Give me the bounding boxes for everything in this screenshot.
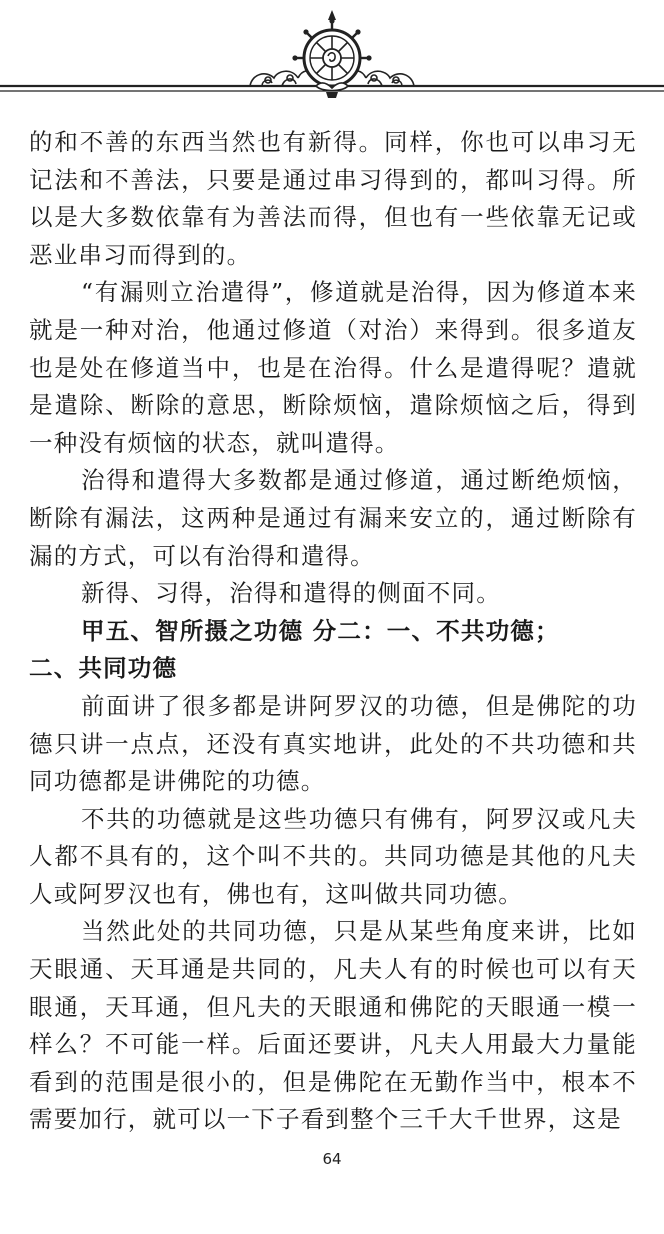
paragraph-continued: 的和不善的东西当然也有新得。同样，你也可以串习无记法和不善法，只要是通过串习得到的，都叫习得。所以是大多数依靠有为善法而得，但也有一些依靠无记或恶业串习而得到的。 [29,128,637,269]
paragraph-summary: 新得、习得，治得和遣得的侧面不同。 [81,579,501,608]
section-heading-line2: 二、共同功德 [29,654,178,683]
right-cloud-ornament [350,71,414,86]
dharma-wheel [292,10,371,98]
paragraph-intro: 前面讲了很多都是讲阿罗汉的功德，但是佛陀的功德只讲一点点，还没有真实地讲，此处的不共功德和共同功德都是讲佛陀的功德。 [29,691,637,796]
page-body [29,124,637,1139]
left-cloud-ornament [250,71,314,86]
paragraph-gongtong: 当然此处的共同功德，只是从某些角度来讲，比如天眼通、天耳通是共同的，凡夫人有的时候也可以有天眼通，天耳通，但凡夫的天眼通和佛陀的天眼通一模一样么？不可能一样。后面还要讲，凡夫人用最大力量能看到的范围是很小的，但是佛陀在无勤作当中，根本不需要加行，就可以一下子看到整个三千大千世界，这是 [29,917,637,1134]
section-heading: 甲五、智所摄之功德 分二：一、不共功德； [81,616,560,645]
paragraph-youlou: “有漏则立治遣得”，修道就是治得，因为修道本来就是一种对治，他通过修道（对治）来得到。很多道友也是处在修道当中，也是在治得。什么是遣得呢？遣就是遣除、断除的意思，断除烦恼，遣除烦恼之后，得到一种没有烦恼的状态，就叫遣得。 [29,278,637,457]
page-header [0,0,664,112]
page-number: 64 [322,1150,342,1168]
dharma-wheel-icon [0,0,664,112]
paragraph-bugong: 不共的功德就是这些功德只有佛有，阿罗汉或凡夫人都不具有的，这个叫不共的。共同功德是其他的凡夫人或阿罗汉也有，佛也有，这叫做共同功德。 [29,804,637,908]
paragraph-zhide-qiande: 治得和遣得大多数都是通过修道，通过断绝烦恼，断除有漏法，这两种是通过有漏来安立的，通过断除有漏的方式，可以有治得和遣得。 [29,466,637,570]
